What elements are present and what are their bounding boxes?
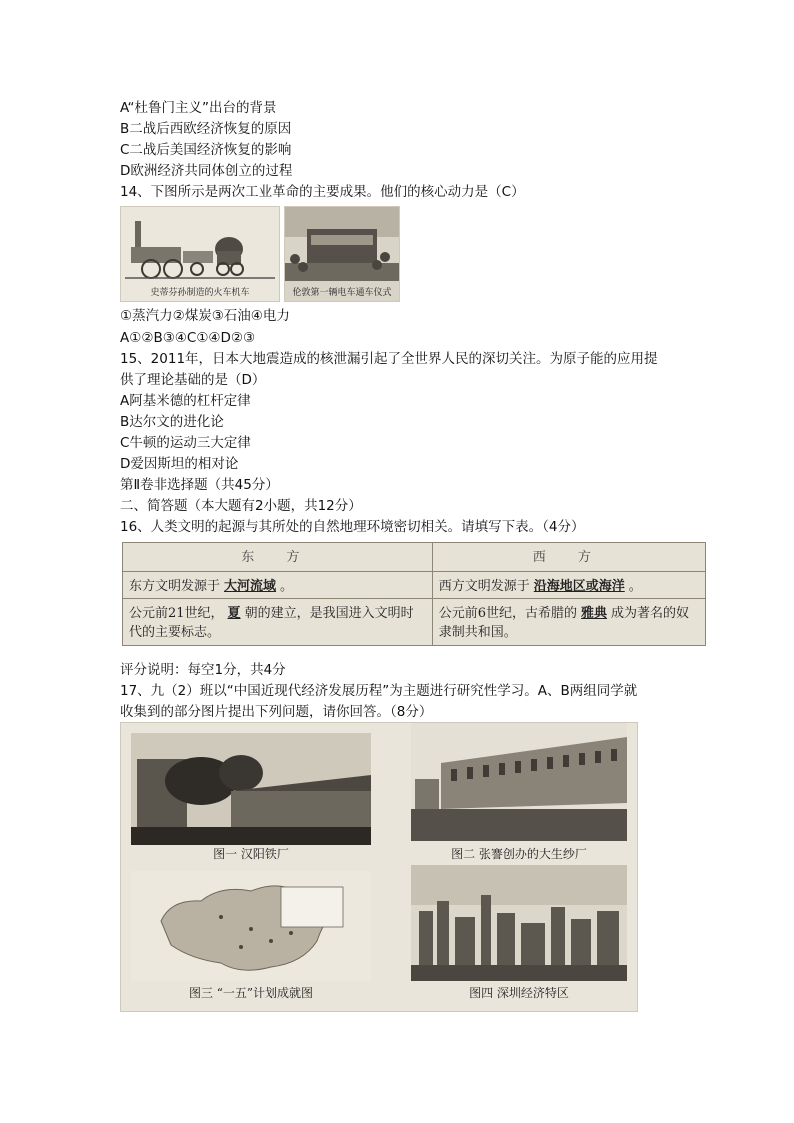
part2-title: 第Ⅱ卷非选择题（共45分） (120, 477, 279, 493)
q13-option-a: A“杜鲁门主义”出台的背景 (120, 100, 277, 116)
west-answer-2: 雅典 (581, 606, 608, 622)
east-answer-1: 大河流域 (224, 579, 277, 594)
east-row2: 公元前21世纪， 夏 朝的建立，是我国进入文明时代的主要标志。 (123, 599, 433, 646)
q13-option-b: B二战后西欧经济恢复的原因 (120, 121, 292, 137)
west-row1: 西方文明发源于 沿海地区或海洋 。 (432, 572, 705, 599)
fig4-shenzhen-sez (411, 865, 627, 1007)
china-map-illustration (131, 871, 371, 981)
table-head-east: 东 方 (123, 543, 433, 572)
mill-illustration (411, 723, 627, 841)
west-row2: 公元前6世纪，古希腊的 雅典 成为著名的奴隶制共和国。 (432, 599, 705, 646)
locomotive-caption: 史蒂芬孙制造的火车机车 (150, 288, 250, 298)
ironworks-illustration (131, 733, 371, 845)
fig1-hanyang-ironworks (131, 733, 371, 868)
fig3-five-year-plan-map (131, 871, 371, 1007)
east-row1: 东方文明发源于 大河流域 。 (123, 572, 433, 599)
tram-photo (284, 206, 400, 302)
locomotive-photo (120, 206, 280, 302)
fig2-dasheng-mill (411, 723, 627, 868)
section2-title: 二、简答题（本大题有2小题，共12分） (120, 498, 362, 514)
q14-options: A①②B③④C①④D②③ (120, 330, 256, 346)
fig4-caption: 图四 深圳经济特区 (469, 986, 569, 1000)
q14-stem: 14、下图所示是两次工业革命的主要成果。他们的核心动力是（C） (120, 184, 525, 200)
q17-figure-panel (120, 722, 638, 1012)
q15-option-b: B达尔文的进化论 (120, 414, 224, 430)
fig3-caption: 图三 “一五”计划成就图 (188, 986, 314, 1000)
q17-stem-line1: 17、九（2）班以“中国近现代经济发展历程”为主题进行研究性学习。A、B两组同学就 (120, 683, 638, 699)
fig1-caption: 图一 汉阳铁厂 (213, 847, 289, 861)
q15-stem-line2: 供了理论基础的是（D） (120, 372, 266, 388)
fig2-caption: 图二 张謇创办的大生纱厂 (451, 847, 587, 861)
q13-option-c: C二战后美国经济恢复的影响 (120, 142, 292, 158)
q15-stem-line1: 15、2011年，日本大地震造成的核泄漏引起了全世界人民的深切关注。为原子能的应用提 (120, 351, 658, 367)
west-answer-1: 沿海地区或海洋 (533, 579, 625, 594)
q16-scoring: 评分说明：每空1分，共4分 (120, 662, 286, 678)
table-head-west: 西 方 (432, 543, 705, 572)
tram-caption: 伦敦第一辆电车通车仪式 (292, 288, 392, 298)
q13-option-d: D欧洲经济共同体创立的过程 (120, 163, 293, 179)
q15-option-d: D爱因斯坦的相对论 (120, 456, 239, 472)
east-answer-2: 夏 (227, 606, 241, 622)
q14-items: ①蒸汽力②煤炭③石油④电力 (120, 308, 290, 324)
q15-option-c: C牛顿的运动三大定律 (120, 435, 251, 451)
q16-stem: 16、人类文明的起源与其所处的自然地理环境密切相关。请填写下表。（4分） (120, 519, 585, 535)
shenzhen-illustration (411, 865, 627, 981)
q15-option-a: A阿基米德的杠杆定律 (120, 393, 251, 409)
q17-stem-line2: 收集到的部分图片提出下列问题，请你回答。（8分） (120, 704, 433, 720)
civilization-table (122, 542, 706, 646)
